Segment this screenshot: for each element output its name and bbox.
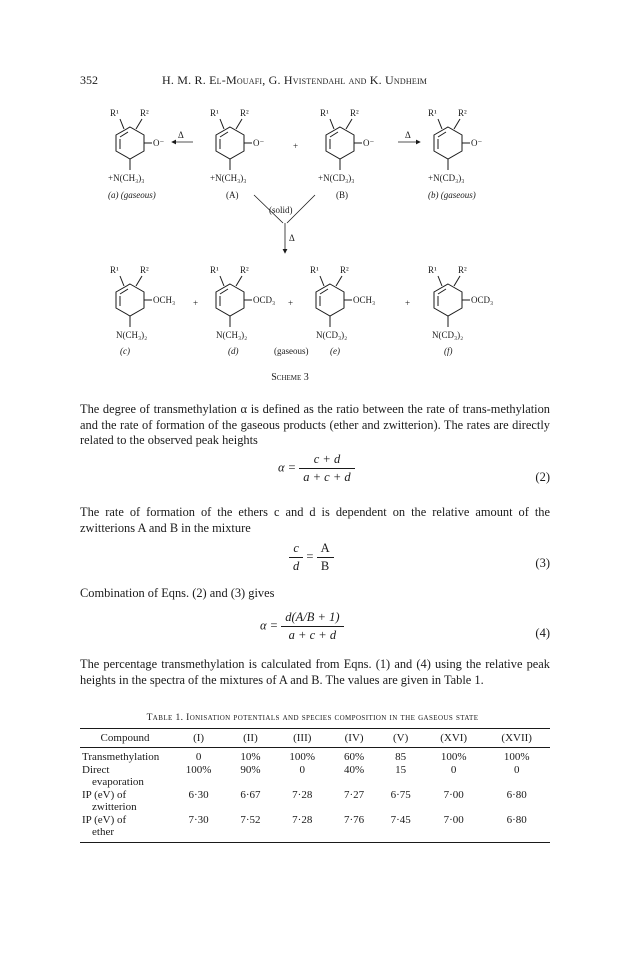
amine-label: N(CH₃)₂ bbox=[216, 330, 248, 340]
table-header-row bbox=[80, 729, 550, 748]
paragraph-combination: Combination of Eqns. (2) and (3) gives bbox=[80, 586, 275, 600]
r1-label: R¹ bbox=[320, 108, 329, 118]
reaction-scheme bbox=[0, 95, 625, 395]
eq3-left-den: d bbox=[293, 559, 300, 573]
r2-label: R² bbox=[350, 108, 359, 118]
table-cell: 0 bbox=[450, 763, 457, 776]
structure-B bbox=[318, 108, 374, 200]
compound-label: (b) (gaseous) bbox=[428, 190, 476, 200]
r1-label: R¹ bbox=[110, 108, 119, 118]
table-cell: 7·28 bbox=[292, 788, 313, 801]
table-cell: 7·76 bbox=[331, 814, 378, 843]
row-label-line: IP (eV) of bbox=[82, 813, 127, 826]
substituent-label: O⁻ bbox=[253, 138, 265, 148]
table-cell: 85 bbox=[395, 751, 407, 763]
plus-sign: + bbox=[293, 141, 299, 151]
table-cell: 6·80 bbox=[506, 788, 527, 801]
table-1 bbox=[80, 728, 550, 843]
eq4-denominator: a + c + d bbox=[288, 628, 337, 642]
solid-label: (solid) bbox=[269, 205, 293, 215]
r1-label: R¹ bbox=[210, 265, 219, 275]
compound-label: (a) (gaseous) bbox=[108, 190, 156, 200]
eq3-left-num: c bbox=[289, 541, 303, 558]
amine-label: +N(CD₃)₃ bbox=[428, 173, 465, 183]
structure-A bbox=[210, 108, 264, 200]
table-row bbox=[80, 789, 550, 814]
row-label-line: IP (eV) of bbox=[82, 788, 127, 801]
substituent-label: OCD₃ bbox=[471, 295, 494, 305]
amine-label: +N(CH₃)₃ bbox=[108, 173, 145, 183]
eq4-fraction bbox=[281, 610, 343, 643]
substituent-label: O⁻ bbox=[363, 138, 375, 148]
eq2-numerator: c + d bbox=[299, 452, 354, 469]
heat-symbol: Δ bbox=[405, 130, 411, 140]
substituent-label: O⁻ bbox=[471, 138, 483, 148]
equation-4-number: (4) bbox=[535, 626, 550, 640]
table-row bbox=[80, 764, 550, 789]
table-header-cell: Compound bbox=[80, 729, 170, 748]
r1-label: R¹ bbox=[428, 265, 437, 275]
table-header-cell: (II) bbox=[227, 729, 274, 748]
substituent-label: OCD₃ bbox=[253, 295, 276, 305]
structure-b bbox=[428, 108, 482, 200]
ionisation-table bbox=[80, 728, 550, 843]
amine-label: N(CD₃)₂ bbox=[316, 330, 348, 340]
equation-3 bbox=[289, 541, 334, 574]
table-header-cell: (IV) bbox=[331, 729, 378, 748]
heat-symbol: Δ bbox=[289, 233, 295, 243]
row-label-line: Direct bbox=[82, 763, 110, 776]
paragraph-percentage: The percentage transmethylation is calculated from Eqns. (1) and (4) using the relative peak heights in the spectra of the mixtures of A and B. The values are given in Table 1. bbox=[80, 657, 550, 687]
plus-sign: + bbox=[288, 298, 294, 308]
table-row bbox=[80, 814, 550, 843]
r2-label: R² bbox=[140, 108, 149, 118]
table-cell: 7·52 bbox=[227, 814, 274, 843]
r2-label: R² bbox=[458, 265, 467, 275]
table-cell: 7·45 bbox=[377, 814, 424, 843]
table-cell: 0 bbox=[513, 763, 520, 776]
amine-label: +N(CD₃)₃ bbox=[318, 173, 355, 183]
amine-label: +N(CH₃)₃ bbox=[210, 173, 247, 183]
table-cell: 7·27 bbox=[344, 788, 365, 801]
structure-a bbox=[108, 108, 164, 200]
table-row bbox=[80, 748, 550, 764]
r1-label: R¹ bbox=[310, 265, 319, 275]
table-header-cell: (I) bbox=[170, 729, 227, 748]
structure-c bbox=[110, 265, 175, 356]
row-label-line: ether bbox=[92, 826, 114, 838]
r2-label: R² bbox=[458, 108, 467, 118]
compound-label: (f) bbox=[444, 346, 453, 356]
substituent-label: O⁻ bbox=[153, 138, 165, 148]
eq4-numerator bbox=[281, 610, 343, 627]
table-header-cell: (XVI) bbox=[424, 729, 483, 748]
table-cell: 0 bbox=[299, 763, 305, 776]
r1-label: R¹ bbox=[210, 108, 219, 118]
table-header-cell: (III) bbox=[274, 729, 331, 748]
substituent-label: OCH₃ bbox=[353, 295, 376, 305]
plus-sign: + bbox=[193, 298, 199, 308]
table-cell: 6·80 bbox=[483, 814, 550, 843]
table-cell: 60% bbox=[344, 751, 365, 763]
row-label bbox=[80, 814, 170, 843]
solid-decomposition-arrow bbox=[254, 195, 315, 253]
eq3-right-num: A bbox=[317, 541, 334, 558]
r2-label: R² bbox=[240, 265, 249, 275]
row-label bbox=[80, 748, 170, 764]
structure-f bbox=[428, 265, 493, 356]
table-cell: 7·28 bbox=[274, 814, 331, 843]
compound-label: (A) bbox=[226, 190, 239, 200]
table-cell: 100% bbox=[289, 751, 316, 763]
table-header-cell: (XVII) bbox=[483, 729, 550, 748]
gaseous-label: (gaseous) bbox=[274, 346, 309, 356]
table-header-cell: (V) bbox=[377, 729, 424, 748]
row-label-line: zwitterion bbox=[92, 801, 137, 813]
heat-arrow-right bbox=[398, 130, 420, 142]
heat-arrow-left bbox=[172, 130, 193, 142]
table-cell: 100% bbox=[185, 763, 212, 776]
r2-label: R² bbox=[140, 265, 149, 275]
eq4-lhs: α = bbox=[260, 618, 279, 633]
table-cell: 7·30 bbox=[170, 814, 227, 843]
author-line: H. M. R. El-Mouafi, G. Hvistendahl and K. Undheim bbox=[162, 73, 428, 87]
table-cell: 40% bbox=[344, 763, 365, 776]
compound-label: (c) bbox=[120, 346, 130, 356]
compound-label: (B) bbox=[336, 190, 348, 200]
page-number: 352 bbox=[80, 73, 98, 87]
substituent-label: OCH₃ bbox=[153, 295, 176, 305]
scheme-caption: Scheme 3 bbox=[271, 372, 309, 383]
heat-symbol: Δ bbox=[178, 130, 184, 140]
eq2-fraction bbox=[299, 452, 354, 485]
equation-2-number: (2) bbox=[535, 470, 550, 484]
table-cell: 6·30 bbox=[188, 788, 209, 801]
plus-sign: + bbox=[405, 298, 411, 308]
table-cell: 7·00 bbox=[424, 814, 483, 843]
r2-label: R² bbox=[340, 265, 349, 275]
paragraph-ether-rate: The rate of formation of the ethers c and d is dependent on the relative amount of the zwitterions A and B in the mixture bbox=[80, 505, 550, 535]
table-cell: 7·00 bbox=[443, 788, 464, 801]
row-label-line: evaporation bbox=[92, 776, 144, 788]
paragraph-alpha-definition: The degree of transmethylation α is defined as the ratio between the rate of trans-methylation and the rate of formation of the gaseous products (ether and zwitterion). The rates are directly related to the observed peak heights bbox=[80, 402, 550, 447]
table-cell: 100% bbox=[503, 751, 530, 763]
r1-label: R¹ bbox=[110, 265, 119, 275]
eq3-left-fraction bbox=[289, 541, 303, 574]
eq3-right-fraction bbox=[317, 541, 334, 574]
eq4-numerator-text: d(A/B + 1) bbox=[285, 610, 340, 624]
equation-3-number: (3) bbox=[535, 556, 550, 570]
table-cell: 6·67 bbox=[240, 788, 261, 801]
structure-e bbox=[310, 265, 375, 356]
table-cell: 10% bbox=[240, 751, 261, 763]
compound-label: (e) bbox=[330, 346, 340, 356]
table-cell: 0 bbox=[195, 751, 202, 763]
amine-label: N(CD₃)₂ bbox=[432, 330, 464, 340]
structure-d bbox=[210, 265, 275, 356]
equation-2 bbox=[278, 452, 355, 485]
table-cell: 90% bbox=[240, 763, 261, 776]
eq2-denominator: a + c + d bbox=[303, 470, 351, 484]
eq3-right-den: B bbox=[320, 559, 330, 573]
row-label bbox=[80, 764, 170, 789]
r1-label: R¹ bbox=[428, 108, 437, 118]
table-caption: Table 1. Ionisation potentials and species composition in the gaseous state bbox=[146, 713, 479, 723]
table-cell: 6·75 bbox=[390, 788, 411, 801]
row-label bbox=[80, 789, 170, 814]
equation-4 bbox=[260, 610, 344, 643]
compound-label: (d) bbox=[228, 346, 239, 356]
row-label-line: Transmethylation bbox=[82, 751, 160, 763]
r2-label: R² bbox=[240, 108, 249, 118]
table-cell: 100% bbox=[440, 751, 467, 763]
table-cell: 15 bbox=[395, 763, 407, 776]
eq3-equals: = bbox=[306, 549, 314, 564]
amine-label: N(CH₃)₂ bbox=[116, 330, 148, 340]
eq2-lhs: α = bbox=[278, 460, 297, 475]
